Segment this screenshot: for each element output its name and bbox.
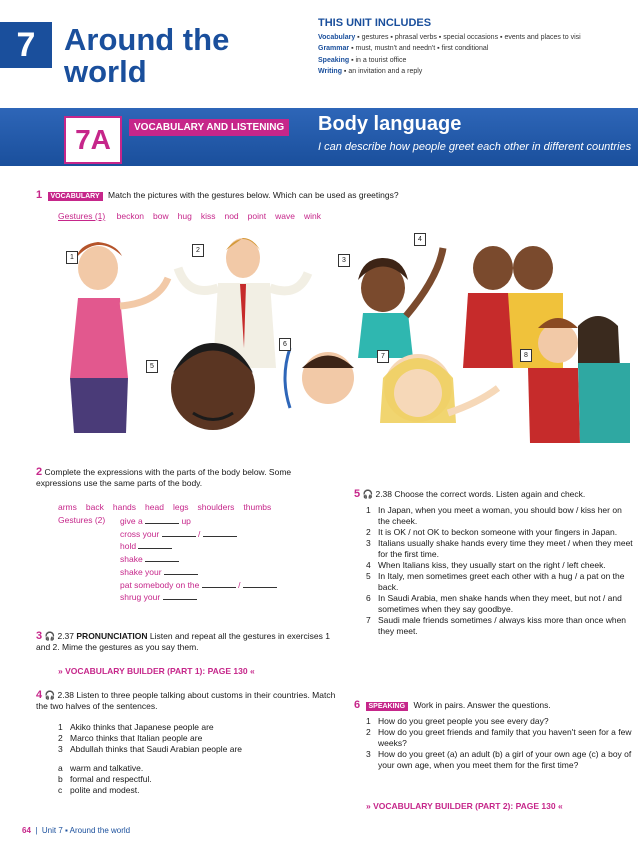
exercise-6-instruction: 6 SPEAKING Work in pairs. Answer the questions.: [354, 699, 551, 711]
list-item: 6 In Saudi Arabia, men shake hands when they meet, but not / and sometimes when they say goodbye.: [366, 593, 622, 614]
picture-6-nod: [285, 348, 354, 408]
expression-row: cross your /: [120, 528, 277, 541]
exercise-1-wordlist: Gestures (1) beckon bow hug kiss nod point wave wink: [58, 211, 321, 221]
arrow-icon: »: [58, 666, 63, 676]
page-footer: 64 | Unit 7 ▪ Around the world: [22, 826, 131, 835]
picture-label-4: 4: [414, 233, 426, 246]
exercise-4-items: [58, 722, 338, 796]
picture-8-kiss: [528, 316, 630, 443]
expression-row: pat somebody on the /: [120, 579, 277, 592]
list-item: 1 How do you greet people you see every day?: [366, 716, 549, 726]
lesson-subtitle: I can describe how people greet each other in different countries: [318, 141, 632, 153]
list-item: 2 How do you greet friends and family that you haven't seen for a few weeks?: [366, 727, 632, 748]
exercise-4-instruction: 4 🎧 2.38 Listen to three people talking about customs in their countries. Match the two halves of the sentences.: [36, 689, 336, 711]
includes-row: Vocabulary ▪ gestures ▪ phrasal verbs ▪ special occasions ▪ events and places to visi: [318, 33, 581, 41]
lesson-code: 7A: [64, 116, 122, 164]
audio-icon[interactable]: 🎧: [362, 489, 374, 499]
list-item: b formal and respectful.: [58, 774, 152, 784]
picture-label-8: 8: [520, 349, 532, 362]
unit-number: 7: [0, 22, 52, 68]
picture-label-1: 1: [66, 251, 78, 264]
audio-icon[interactable]: 🎧: [44, 631, 56, 641]
includes-heading: THIS UNIT INCLUDES: [318, 17, 432, 29]
lesson-tag: VOCABULARY AND LISTENING: [129, 119, 289, 136]
exercise-2-wordlist: arms back hands head legs shoulders thumbs: [58, 502, 272, 512]
picture-label-5: 5: [146, 360, 158, 373]
exercise-5-instruction: 5 🎧 2.38 Choose the correct words. Listen again and check.: [354, 488, 586, 500]
picture-1-woman-beckon: [70, 242, 168, 433]
includes-row: Speaking ▪ in a tourist office: [318, 56, 407, 64]
list-item: 5 In Italy, men sometimes greet each other with a hug / a pat on the back.: [366, 571, 625, 592]
list-item: 7 Saudi male friends sometimes / always kiss more than once when they meet.: [366, 615, 627, 636]
exercise-5-items: [366, 505, 634, 637]
exercise-2-instruction: 2 Complete the expressions with the parts of the body below. Some expressions use the same parts of the body.: [36, 466, 292, 488]
list-item: 2 Marco thinks that Italian people are: [58, 733, 203, 743]
exercise-2-expressions: [120, 515, 277, 604]
list-item: 1 In Japan, when you meet a woman, you should bow / kiss her on the cheek.: [366, 505, 622, 526]
expression-row: give a up: [120, 516, 191, 526]
unit-includes: [318, 18, 638, 78]
list-item: 4 When Italians kiss, they usually start on the right / left cheek.: [366, 560, 606, 570]
picture-label-2: 2: [192, 244, 204, 257]
list-item: 2 It is OK / not OK to beckon someone with your fingers in Japan.: [366, 527, 618, 537]
expression-row: hold: [120, 540, 277, 553]
expression-row: shake: [120, 553, 277, 566]
list-item: a warm and talkative.: [58, 763, 144, 773]
exercise-3-instruction: 3 🎧 2.37 PRONUNCIATION Listen and repeat all the gestures in exercises 1 and 2. Mime the gestures as you say them.: [36, 630, 330, 652]
includes-row: Grammar ▪ must, mustn't and needn't ▪ first conditional: [318, 45, 489, 52]
picture-3-woman-wave: [358, 248, 443, 358]
unit-title: Around the world: [64, 22, 230, 89]
list-item: 1 Akiko thinks that Japanese people are: [58, 722, 214, 732]
expression-row: shrug your: [120, 591, 277, 604]
exercise-1-instruction: 1 VOCABULARY Match the pictures with the gestures below. Which can be used as greetings?: [36, 189, 399, 201]
lesson-title: Body language: [318, 113, 462, 135]
arrow-icon: »: [366, 801, 371, 811]
exercise-2-example: Gestures (2): [58, 515, 106, 525]
list-item: c polite and modest.: [58, 785, 140, 795]
list-item: 3 Abdullah thinks that Saudi Arabian people are: [58, 744, 243, 754]
picture-label-3: 3: [338, 254, 350, 267]
vocab-builder-link-1[interactable]: » VOCABULARY BUILDER (PART 1): PAGE 130 «: [58, 666, 255, 676]
vocab-builder-link-2[interactable]: » VOCABULARY BUILDER (PART 2): PAGE 130 «: [366, 801, 563, 811]
expression-row: shake your: [120, 566, 277, 579]
exercise-6-items: [366, 716, 634, 771]
list-item: 3 Italians usually shake hands every time they meet / when they meet for the first time.: [366, 538, 633, 559]
picture-label-6: 6: [279, 338, 291, 351]
includes-row: Writing ▪ an invitation and a reply: [318, 68, 423, 75]
list-item: 3 How do you greet (a) an adult (b) a girl of your own age (c) a boy of your own age, when you meet them for the first time?: [366, 749, 632, 770]
audio-icon[interactable]: 🎧: [44, 690, 56, 700]
picture-label-7: 7: [377, 350, 389, 363]
